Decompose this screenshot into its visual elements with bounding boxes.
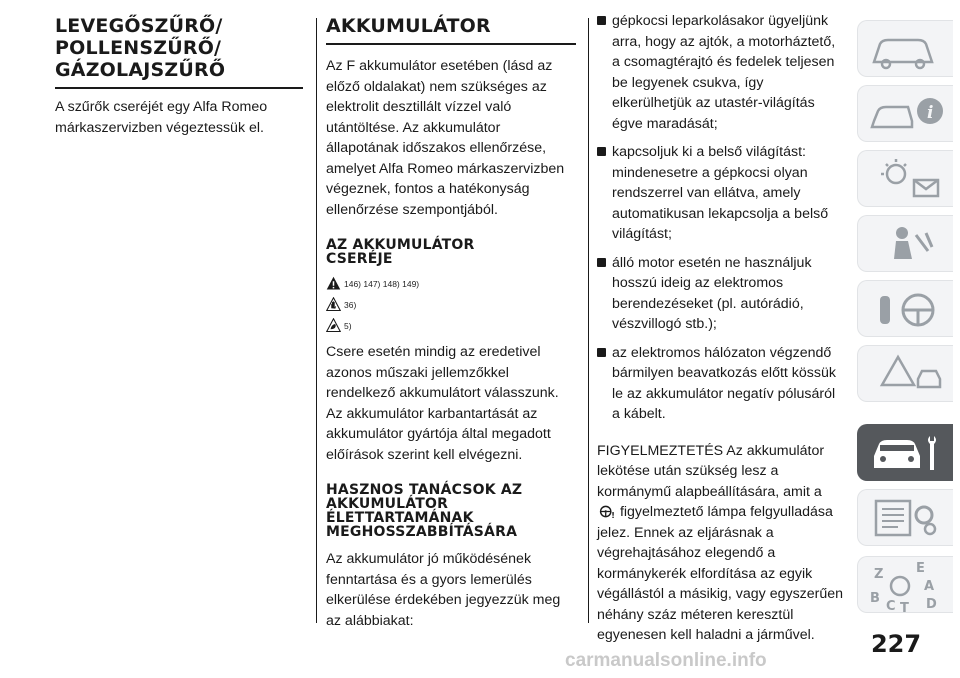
caution-hand-icon bbox=[326, 297, 341, 312]
page-number: 227 bbox=[870, 630, 922, 658]
airbag-seat-icon bbox=[868, 221, 944, 267]
list-item: gépkocsi leparkolásakor ügyeljünk arra, hogy az ajtók, a motorháztető, a csomagtérajtó és fedelek teljesen be legyenek csukva, így elkerülhetjük az utastér-világítás égve maradását; bbox=[597, 11, 845, 134]
environment-reference: 5) bbox=[326, 315, 576, 336]
warning-reference: 146) 147) 148) 149) bbox=[326, 273, 576, 294]
alphabetical-index-icon bbox=[868, 562, 944, 612]
list-item: kapcsoljuk ki a belső világítást: mindenesetre a gépkocsi olyan rendszerrel van ellátva, amely automatikusan lekapcsolja a belső világítást; bbox=[597, 142, 845, 245]
index-letter: B bbox=[870, 591, 880, 606]
key-steering-wheel-icon bbox=[868, 286, 944, 332]
list-item: álló motor esetén ne használjuk hosszú ideig az elektromos berendezéseket (pl. autórádió, vészvillogó stb.); bbox=[597, 253, 845, 335]
tab-starting-driving[interactable] bbox=[857, 280, 953, 337]
tab-warning-lights[interactable] bbox=[857, 150, 953, 207]
battery-intro-text: Az F akkumulátor esetében (lásd az előző oldalakat) nem szükséges az elektrolit desztillált vízzel való utántöltése. Az akkumulátor állapotának időszakos ellenőrzése, amelyet Alfa Romeo márkaszervizben végeznek, fontos a hatékonyság ellenőrzése szempontjából. bbox=[326, 58, 565, 218]
caution-reference: 36) bbox=[326, 294, 576, 315]
warning-triangle-icon bbox=[326, 276, 341, 291]
column-divider bbox=[316, 18, 317, 623]
checkbox-bullet-icon bbox=[597, 147, 606, 156]
list-item: az elektromos hálózaton végzendő bármilyen beavatkozás előtt kössük le az akkumulátor negatív pólusáról a kábelt. bbox=[597, 343, 845, 425]
svg-text:i: i bbox=[927, 103, 934, 123]
battery-tips-list bbox=[597, 11, 845, 425]
column-divider bbox=[588, 18, 589, 623]
column-filters bbox=[55, 0, 303, 138]
index-letter: C bbox=[886, 599, 896, 612]
index-letter: D bbox=[926, 597, 937, 612]
svg-text:!: ! bbox=[611, 510, 615, 519]
tab-alphabetical-index[interactable] bbox=[857, 556, 953, 613]
battery-replacement-heading: AZ AKKUMULÁTOR CSERÉJE bbox=[326, 237, 475, 267]
checkbox-bullet-icon bbox=[597, 16, 606, 25]
checkbox-bullet-icon bbox=[597, 258, 606, 267]
tab-technical-data[interactable] bbox=[857, 489, 953, 546]
technical-data-icon bbox=[868, 495, 944, 541]
tab-safety[interactable] bbox=[857, 215, 953, 272]
car-outline-icon bbox=[868, 26, 944, 72]
index-letter: Z bbox=[874, 567, 884, 582]
emergency-car-icon bbox=[868, 351, 944, 397]
tab-dashboard-info[interactable] bbox=[857, 85, 953, 142]
battery-tips-heading: HASZNOS TANÁCSOK AZ AKKUMULÁTOR ÉLETTARTAMÁNAK MEGHOSSZABBÍTÁSÁRA bbox=[326, 482, 523, 540]
battery-replacement-text: Csere esetén mindig az eredetivel azonos műszaki jellemzőkkel rendelkező akkumulátort válasszunk. Az akkumulátor karbantartását az akkumulátor gyártója által megadott előírások szerint kell elvégezni. bbox=[326, 344, 559, 463]
tab-in-emergency[interactable] bbox=[857, 345, 953, 402]
tab-maintenance-care[interactable] bbox=[857, 424, 953, 481]
index-letter: E bbox=[916, 562, 925, 576]
index-letter: T bbox=[900, 601, 909, 612]
filters-text: A szűrők cseréjét egy Alfa Romeo márkaszervizben végeztessük el. bbox=[55, 99, 268, 136]
car-info-icon bbox=[868, 91, 944, 137]
watermark-link[interactable]: carmanualsonline.info bbox=[565, 650, 767, 671]
column-battery bbox=[326, 0, 576, 631]
environment-hand-icon bbox=[326, 318, 341, 333]
battery-tips-intro: Az akkumulátor jó működésének fenntartása és a gyors lemerülés elkerülése érdekében jegyezzük meg az alábbiakat: bbox=[326, 551, 561, 629]
car-maintenance-icon bbox=[868, 430, 944, 476]
index-letter: A bbox=[924, 579, 935, 594]
warning-lights-icon bbox=[868, 156, 944, 202]
tab-car-overview[interactable] bbox=[857, 20, 953, 77]
filters-heading: LEVEGŐSZŰRŐ/ POLLENSZŰRŐ/ GÁZOLAJSZŰRŐ bbox=[55, 15, 226, 81]
column-battery-tips bbox=[597, 0, 845, 646]
warning-paragraph: FIGYELMEZTETÉS Az akkumulátor lekötése után szükség lesz a kormánymű alapbeállítására, amit a ! figyelmeztető lámpa felgyulladása jelez. Ennek az eljárásnak a végrehajtásához elegendő a kormánykerék elfordítása az egyik végállástól a másikig, vagy egyszerűen néhány száz méteren keresztül egyenesen kell haladni a járművel. bbox=[597, 442, 844, 643]
steering-warning-icon bbox=[597, 504, 616, 519]
checkbox-bullet-icon bbox=[597, 348, 606, 357]
battery-heading: AKKUMULÁTOR bbox=[326, 15, 491, 37]
